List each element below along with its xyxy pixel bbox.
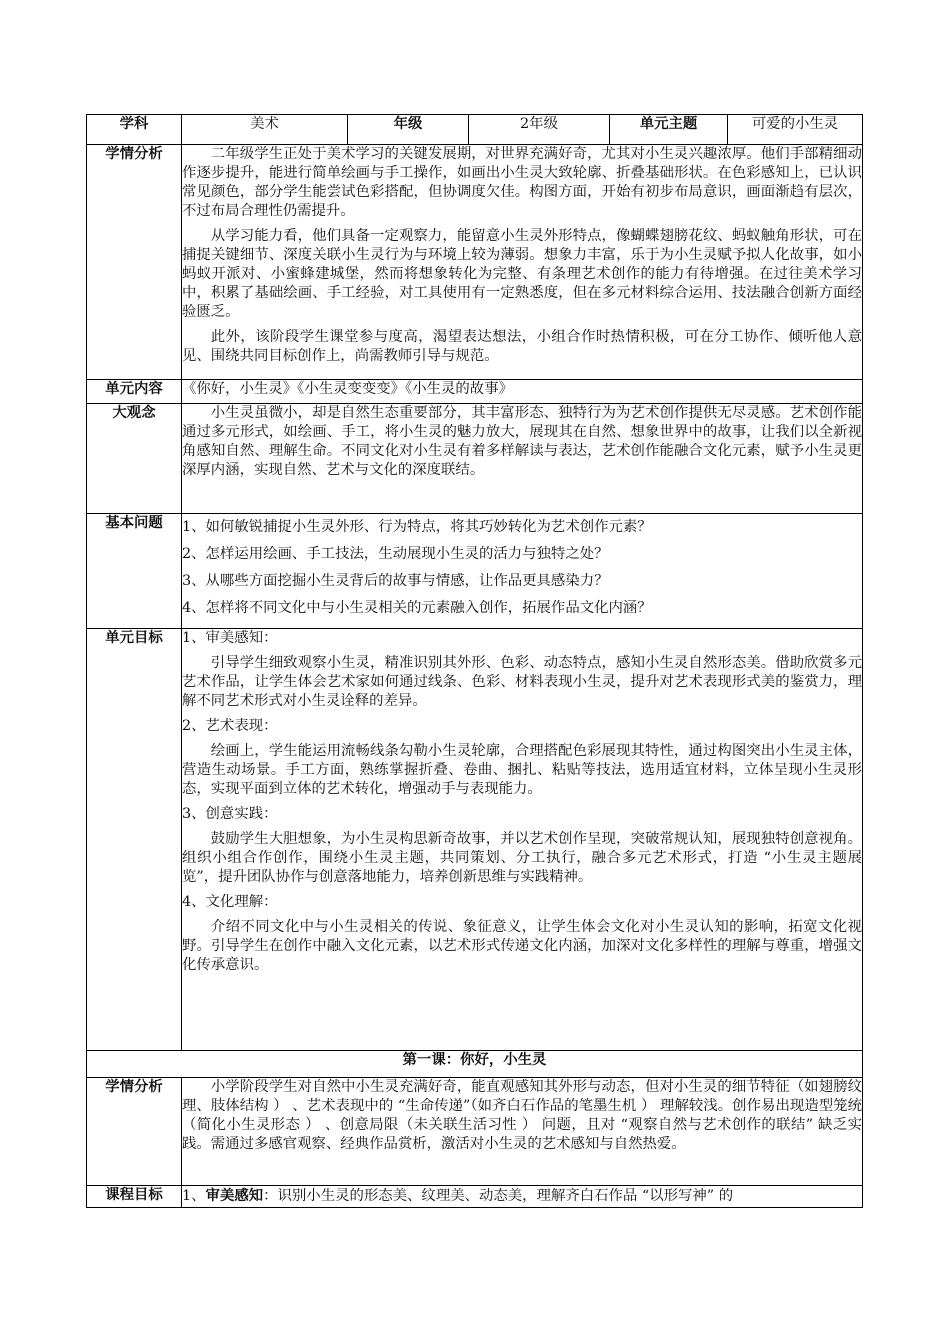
lesson-plan-table	[86, 114, 863, 1208]
goal-heading: 1、审美感知：	[182, 630, 278, 646]
grade-label: 年级	[348, 115, 469, 145]
big-idea-text: 小生灵虽微小，却是自然生态重要部分，其丰富形态、独特行为为艺术创作提供无尽灵感。艺术创作能通过多元形式，如绘画、手工，将小生灵的魅力放大，展现其在自然、想象世界中的故事，让我们以全新视角感知自然、理解生命。不同文化对小生灵有着多样解读与表达，艺术创作能融合文化元素，赋予小生灵更深厚内涵，实现自然、艺术与文化的深度联结。	[182, 405, 862, 478]
content-label: 单元内容	[87, 380, 182, 404]
goals-row	[87, 629, 863, 1051]
goal-number: 1、	[182, 1188, 206, 1204]
analysis-paragraph-1: 二年级学生正处于美术学习的关键发展期，对世界充满好奇，尤其对小生灵兴趣浓厚。他们手部精细动作逐步提升，能进行简单绘画与手工操作，如画出小生灵大致轮廓、折叠基础形状。在色彩感知上，已认识常见颜色，部分学生能尝试色彩搭配，但协调度欠佳。构图方面，开始有初步布局意识，画面渐趋有层次，不过布局合理性仍需提升。	[182, 146, 862, 219]
big-idea-row	[87, 404, 863, 514]
lesson1-analysis-cell	[182, 1078, 863, 1186]
question-item: 4、怎样将不同文化中与小生灵相关的元素融入创作，拓展作品文化内涵？	[182, 600, 652, 616]
theme-label: 单元主题	[610, 115, 728, 145]
goal-heading: 4、文化理解：	[182, 894, 278, 910]
grade-value: 2年级	[469, 115, 610, 145]
question-item: 1、如何敏锐捕捉小生灵外形、行为特点，将其巧妙转化为艺术创作元素？	[182, 519, 652, 535]
goal-text: 介绍不同文化中与小生灵相关的传说、象征意义，让学生体会文化对小生灵认知的影响，拓宽文化视野。引导学生在创作中融入文化元素，以艺术形式传递文化内涵，加深对文化多样性的理解与尊重，增强文化传承意识。	[182, 919, 862, 973]
analysis-paragraph-3: 此外，该阶段学生课堂参与度高，渴望表达想法，小组合作时热情积极，可在分工协作、倾听他人意见、围绕共同目标创作上，尚需教师引导与规范。	[182, 329, 862, 364]
questions-row	[87, 514, 863, 629]
lesson1-analysis-label: 学情分析	[87, 1078, 182, 1186]
lesson1-goal-label: 课程目标	[87, 1186, 182, 1208]
goal-heading: 2、艺术表现：	[182, 718, 278, 734]
content-row	[87, 380, 863, 404]
questions-label: 基本问题	[87, 514, 182, 629]
theme-value: 可爱的小生灵	[728, 115, 863, 145]
question-item: 3、从哪些方面挖掘小生灵背后的故事与情感，让作品更具感染力？	[182, 573, 609, 589]
analysis-row	[87, 145, 863, 380]
lesson1-analysis-row	[87, 1078, 863, 1186]
analysis-paragraph-2: 从学习能力看，他们具备一定观察力，能留意小生灵外形特点，像蝴蝶翅膀花纹、蚂蚁触角形状，可在捕捉关键细节、深度关联小生灵行为与环境上较为薄弱。想象力丰富，乐于为小生灵赋予拟人化故事，如小蚂蚁开派对、小蜜蜂建城堡，然而将想象转化为完整、有条理艺术创作的能力有待增强。在过往美术学习中，积累了基础绘画、手工经验，对工具使用有一定熟悉度，但在多元材料综合运用、技法融合创新方面经验匮乏。	[182, 228, 862, 320]
goal-text: 绘画上，学生能运用流畅线条勾勒小生灵轮廓，合理搭配色彩展现其特性，通过构图突出小生灵主体，营造生动场景。手工方面，熟练掌握折叠、卷曲、捆扎、粘贴等技法，选用适宜材料，立体呈现小生灵形态，实现平面到立体的艺术转化，增强动手与表现能力。	[182, 743, 862, 797]
lesson1-title: 第一课：你好，小生灵	[87, 1051, 863, 1078]
analysis-cell	[182, 145, 863, 380]
lesson1-analysis-text: 小学阶段学生对自然中小生灵充满好奇，能直观感知其外形与动态，但对小生灵的细节特征（如翅膀纹理、肢体结构 ） 、艺术表现中的 “生命传递”（如齐白石作品的笔墨生机 ） 理解较浅。创作易出现造型笼统（简化小生灵形态 ） 、创意局限（未关联生活习性 ） 问题，且对 “观察自然与艺术创作的联结” 缺乏实践。需通过多感官观察、经典作品赏析，激活对小生灵的艺术感知与自然热爱。	[182, 1079, 862, 1152]
analysis-label: 学情分析	[87, 145, 182, 380]
question-item: 2、怎样运用绘画、手工技法，生动展现小生灵的活力与独特之处？	[182, 546, 609, 562]
goal-text: 引导学生细致观察小生灵，精准识别其外形、色彩、动态特点，感知小生灵自然形态美。借助欣赏多元艺术作品，让学生体会艺术家如何通过线条、色彩、材料表现小生灵，提升对艺术表现形式美的鉴赏力，理解不同艺术形式对小生灵诠释的差异。	[182, 655, 862, 709]
big-idea-cell	[182, 404, 863, 514]
subject-value: 美术	[182, 115, 348, 145]
goal-text: 鼓励学生大胆想象，为小生灵构思新奇故事，并以艺术创作呈现，突破常规认知，展现独特创意视角。组织小组合作创作，围绕小生灵主题，共同策划、分工执行，融合多元艺术形式，打造 “小生灵主题展览”，提升团队协作与创意落地能力，培养创新思维与实践精神。	[182, 831, 862, 885]
big-idea-label: 大观念	[87, 404, 182, 514]
questions-cell	[182, 514, 863, 629]
goals-label: 单元目标	[87, 629, 182, 1051]
lesson1-goal-row	[87, 1186, 863, 1208]
lesson1-goal-cell	[182, 1186, 863, 1208]
goal-keyword: 审美感知	[205, 1188, 264, 1204]
content-text: 《你好，小生灵》《小生灵变变变》《小生灵的故事》	[182, 380, 863, 404]
header-row	[87, 115, 863, 145]
goals-cell	[182, 629, 863, 1051]
lesson1-title-row	[87, 1051, 863, 1078]
goal-description: ：识别小生灵的形态美、纹理美、动态美，理解齐白石作品 “以形写神” 的	[263, 1188, 734, 1204]
subject-label: 学科	[87, 115, 182, 145]
goal-heading: 3、创意实践：	[182, 806, 278, 822]
